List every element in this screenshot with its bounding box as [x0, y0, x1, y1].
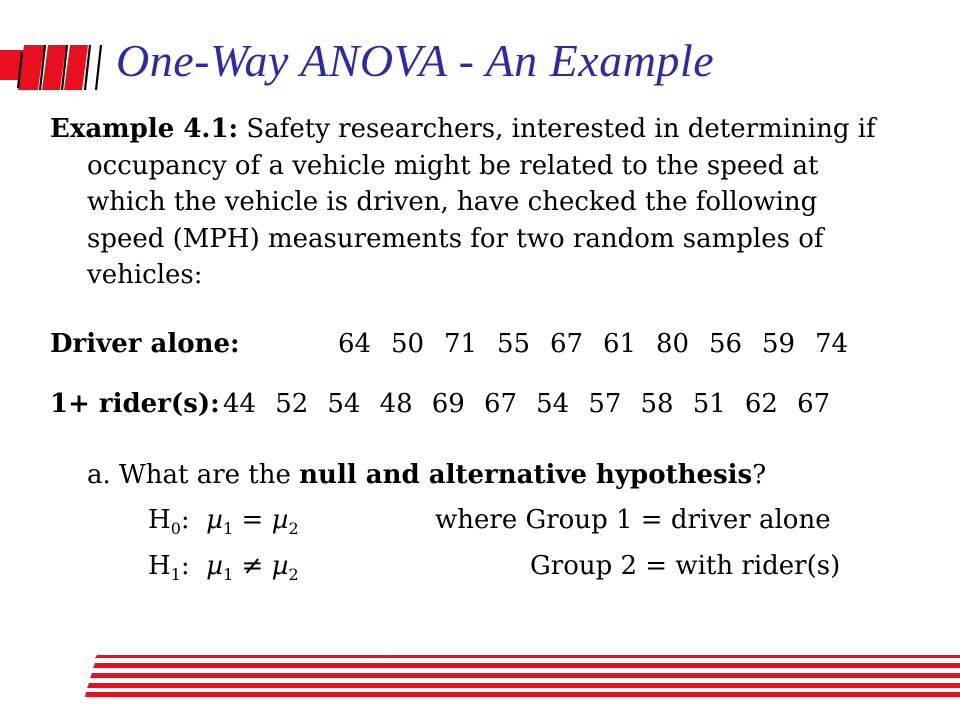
riders-values	[223, 389, 837, 419]
null-hypothesis	[148, 505, 299, 538]
example-line-4: speed (MPH) measurements for two random samples of	[87, 223, 824, 254]
example-line-2: occupancy of a vehicle might be related to the speed at	[87, 150, 819, 181]
h0-operator: =	[233, 505, 272, 535]
rider-value: 57	[588, 389, 622, 419]
page-title: One-Way ANOVA - An Example	[116, 35, 715, 86]
example-paragraph	[50, 111, 880, 294]
example-first-line	[50, 111, 880, 148]
h0-note: where Group 1 = driver alone	[435, 505, 831, 535]
rider-value: 67	[483, 389, 518, 419]
driver-value: 67	[550, 329, 584, 359]
h1-sub: 1	[170, 565, 181, 585]
driver-value: 74	[815, 329, 849, 359]
driver-alone-label: Driver alone:	[50, 329, 240, 359]
rider-value: 67	[797, 389, 831, 419]
rider-value: 62	[744, 389, 778, 419]
rider-value: 58	[640, 389, 674, 419]
driver-alone-values	[338, 329, 855, 359]
rider-value: 54	[536, 389, 570, 419]
driver-value: 64	[338, 329, 372, 359]
example-lead: Example 4.1:	[50, 114, 239, 144]
h0-h: H	[148, 505, 171, 535]
riders-row	[50, 389, 220, 419]
rider-value: 44	[223, 389, 257, 419]
question-suffix: ?	[752, 460, 767, 490]
h1-mu-1-sub: 1	[223, 565, 234, 585]
question-prefix: a. What are the	[87, 460, 300, 490]
question-a	[87, 460, 766, 490]
h0-mu-2-sub: 2	[288, 519, 299, 539]
driver-value: 80	[656, 329, 690, 359]
example-line-1: Safety researchers, interested in determining if	[238, 114, 876, 144]
example-line-3: which the vehicle is driven, have checked the following	[87, 187, 818, 217]
h1-operator: ≠	[233, 551, 272, 581]
rider-value: 52	[275, 389, 309, 419]
alternative-hypothesis	[148, 551, 299, 584]
footer-red-stripes-icon	[85, 652, 960, 697]
h0-colon: :	[180, 505, 190, 535]
driver-value: 55	[497, 329, 531, 359]
driver-value: 50	[391, 329, 425, 359]
h0-mu-2: µ	[271, 505, 289, 535]
driver-value: 59	[762, 329, 796, 359]
h0-mu-1-sub: 1	[223, 519, 234, 539]
driver-value: 71	[444, 329, 478, 359]
question-bold: null and alternative hypothesis	[299, 460, 753, 490]
rider-value: 48	[379, 389, 413, 419]
h0-sub: 0	[170, 519, 181, 539]
h1-mu-2-sub: 2	[288, 565, 299, 585]
driver-value: 56	[709, 329, 743, 359]
rider-value: 51	[692, 389, 726, 419]
riders-label: 1+ rider(s):	[50, 389, 220, 419]
driver-alone-row	[50, 329, 240, 359]
driver-value: 61	[603, 329, 637, 359]
h1-colon: :	[180, 551, 190, 581]
h1-mu-2: µ	[271, 551, 289, 581]
h1-note: Group 2 = with rider(s)	[530, 551, 841, 581]
rider-value: 54	[327, 389, 361, 419]
h0-mu-1: µ	[206, 505, 224, 535]
example-line-5: vehicles:	[87, 260, 203, 290]
h1-h: H	[148, 551, 171, 581]
h1-mu-1: µ	[206, 551, 224, 581]
logo-red-bars-icon	[0, 40, 104, 90]
rider-value: 69	[431, 389, 465, 419]
